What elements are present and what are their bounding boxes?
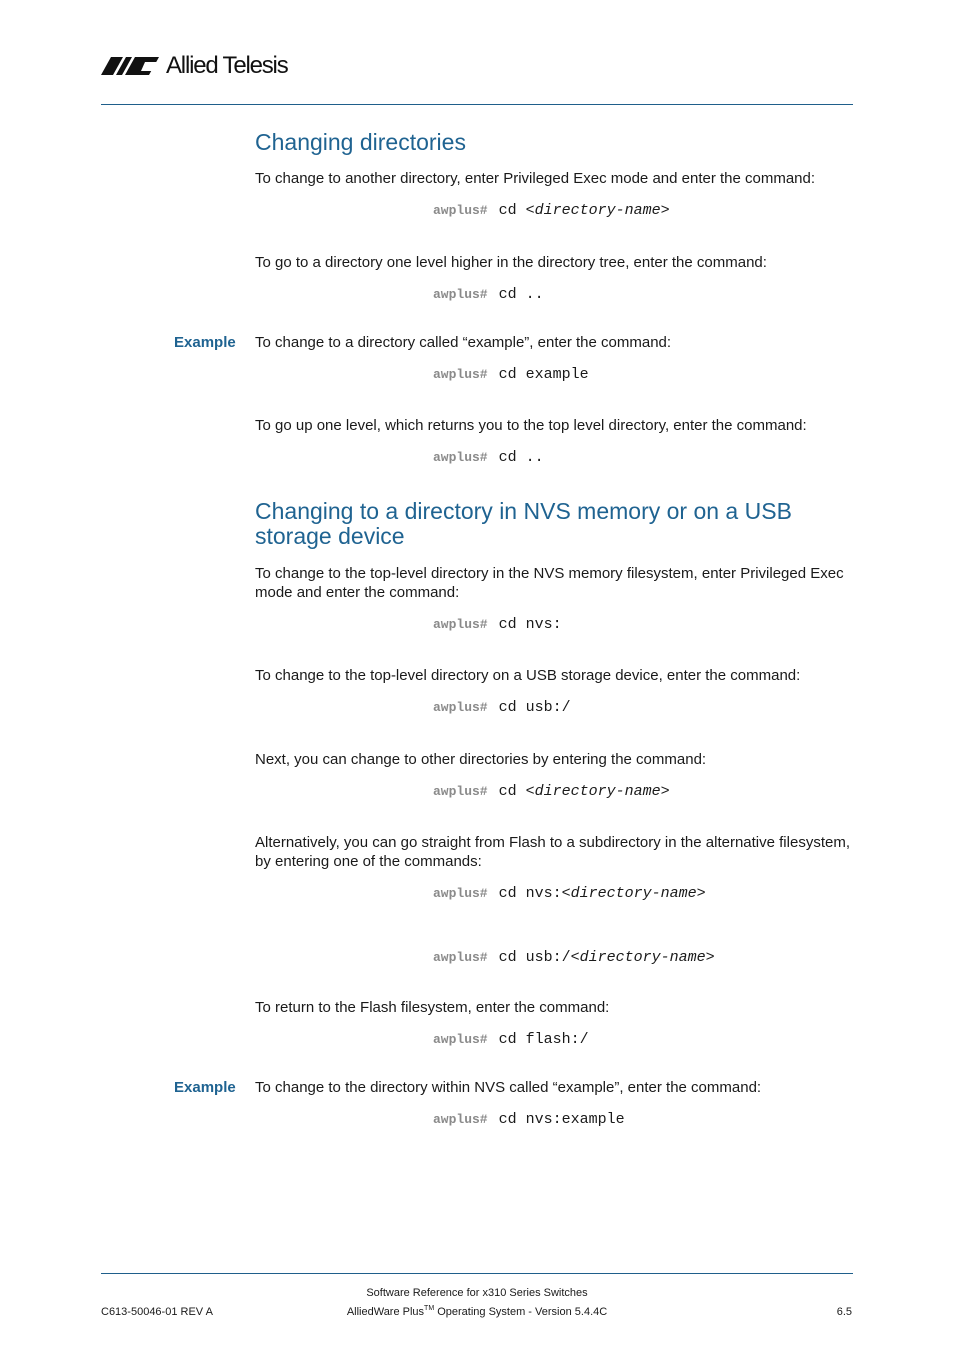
paragraph: To change to the top-level directory in the NVS memory filesystem, enter Privileged Exec mode and enter the command: [255, 565, 844, 601]
logo-text: Allied Telesis [166, 52, 288, 79]
command-text: cd usb:/ [498, 699, 571, 716]
header-rule [101, 104, 853, 105]
cli-prompt: awplus# [433, 287, 488, 302]
command-line [433, 366, 589, 384]
example-label: Example [174, 334, 236, 351]
example-label: Example [174, 1079, 236, 1096]
trademark-mark: TM [424, 1305, 435, 1312]
paragraph: To return to the Flash filesystem, enter the command: [255, 999, 610, 1016]
command-line [433, 885, 706, 903]
command-line [433, 783, 670, 801]
command-text: > [705, 949, 715, 966]
page-number: 6.5 [836, 1306, 852, 1318]
command-line [433, 202, 670, 220]
command-text: cd < [498, 783, 535, 800]
command-text: cd nvs: [498, 616, 562, 633]
command-line [433, 1031, 589, 1049]
command-text: cd .. [498, 286, 544, 303]
command-text: cd flash:/ [498, 1031, 589, 1048]
paragraph: To change to the top-level directory on a USB storage device, enter the command: [255, 667, 801, 684]
footer-doc-code: C613-50046-01 REV A [101, 1306, 213, 1318]
command-text: cd nvs:example [498, 1111, 625, 1128]
footer-os-suffix: Operating System - Version 5.4.4C [434, 1306, 608, 1318]
command-argument: directory-name [579, 949, 706, 966]
cli-prompt: awplus# [433, 450, 488, 465]
command-text: cd nvs:< [498, 885, 571, 902]
cli-prompt: awplus# [433, 1032, 488, 1047]
footer-os-name: AlliedWare Plus [346, 1306, 425, 1318]
paragraph: Next, you can change to other directories by entering the command: [255, 751, 707, 768]
cli-prompt: awplus# [433, 950, 488, 965]
paragraph: Alternatively, you can go straight from Flash to a subdirectory in the alternative filesystem, by entering one of the commands: [255, 834, 850, 870]
cli-prompt: awplus# [433, 784, 488, 799]
command-argument: directory-name [534, 202, 661, 219]
cli-prompt: awplus# [433, 886, 488, 901]
cli-prompt: awplus# [433, 617, 488, 632]
section-heading-nvs-usb: Changing to a directory in NVS memory or on a USB storage device [255, 498, 792, 549]
command-line [433, 449, 544, 467]
paragraph: To go up one level, which returns you to the top level directory, enter the command: [255, 417, 807, 434]
command-line [433, 616, 562, 634]
paragraph: To go to a directory one level higher in the directory tree, enter the command: [255, 254, 767, 271]
command-text: > [660, 783, 670, 800]
command-argument: directory-name [534, 783, 661, 800]
section-heading-changing-directories: Changing directories [255, 129, 466, 155]
command-text: > [660, 202, 670, 219]
cli-prompt: awplus# [433, 700, 488, 715]
command-line [433, 1111, 625, 1129]
allied-telesis-logo [101, 52, 288, 80]
logo-mark-icon [101, 56, 163, 76]
footer-rule [101, 1273, 853, 1274]
command-text: > [696, 885, 706, 902]
command-text: cd example [498, 366, 589, 383]
footer-title: Software Reference for x310 Series Switches [366, 1287, 588, 1299]
paragraph: To change to another directory, enter Privileged Exec mode and enter the command: [255, 170, 816, 187]
paragraph: To change to the directory within NVS called “example”, enter the command: [255, 1079, 762, 1096]
command-text: cd .. [498, 449, 544, 466]
command-argument: directory-name [570, 885, 697, 902]
footer-os-version [0, 1306, 954, 1319]
command-line [433, 949, 715, 967]
paragraph: To change to a directory called “example”, enter the command: [255, 334, 672, 351]
command-text: cd < [498, 202, 535, 219]
command-line [433, 286, 544, 304]
command-text: cd usb:/< [498, 949, 580, 966]
command-line [433, 699, 571, 717]
cli-prompt: awplus# [433, 1112, 488, 1127]
cli-prompt: awplus# [433, 367, 488, 382]
cli-prompt: awplus# [433, 203, 488, 218]
